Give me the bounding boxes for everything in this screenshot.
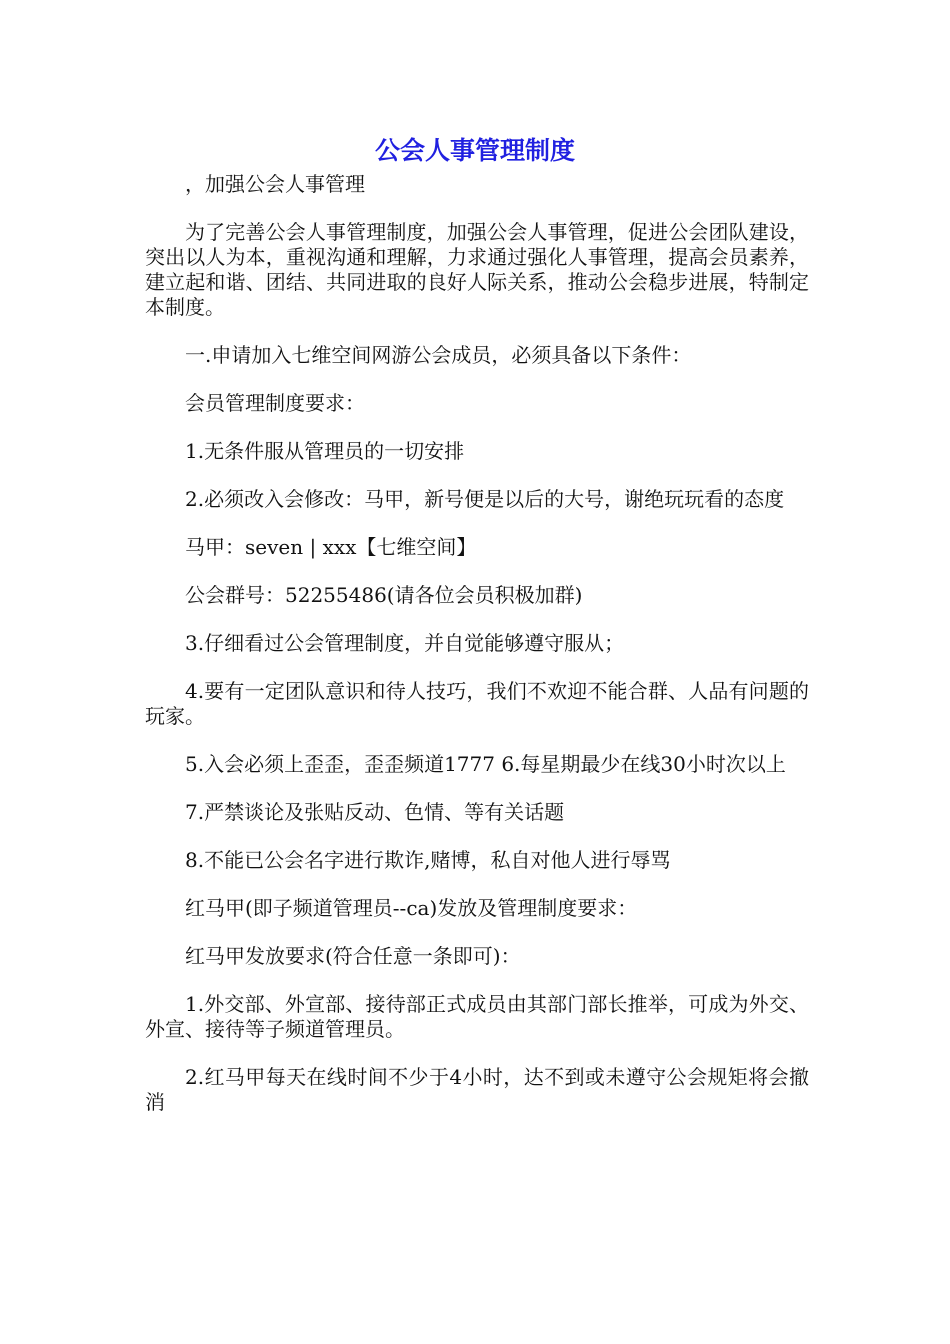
paragraph: 1.无条件服从管理员的一切安排: [185, 439, 465, 463]
paragraph: 红马甲(即子频道管理员--ca)发放及管理制度要求：: [185, 896, 638, 920]
paragraph: 8.不能已公会名字进行欺诈,赌博，私自对他人进行辱骂: [185, 848, 671, 872]
paragraph: 公会群号：52255486(请各位会员积极加群): [185, 583, 583, 607]
paragraph: 会员管理制度要求：: [185, 391, 365, 415]
paragraph: 一.申请加入七维空间网游公会成员，必须具备以下条件：: [185, 343, 692, 367]
document-title: 公会人事管理制度: [374, 136, 575, 165]
paragraph: 1.外交部、外宣部、接待部正式成员由其部门部长推举，可成为外交、外宣、接待等子频道管理员。: [145, 992, 809, 1041]
paragraph: 3.仔细看过公会管理制度，并自觉能够遵守服从；: [185, 631, 625, 655]
paragraph: 红马甲发放要求(符合任意一条即可)：: [185, 944, 521, 968]
paragraph: ，加强公会人事管理: [185, 172, 365, 196]
paragraph: 5.入会必须上歪歪，歪歪频道1777 6.每星期最少在线30小时次以上: [185, 752, 786, 776]
paragraph: 2.红马甲每天在线时间不少于4小时，达不到或未遵守公会规矩将会撤消: [145, 1065, 809, 1114]
paragraph: 4.要有一定团队意识和待人技巧，我们不欢迎不能合群、人品有问题的玩家。: [145, 679, 809, 728]
paragraph: 马甲：seven | xxx【七维空间】: [185, 535, 477, 559]
paragraph: 为了完善公会人事管理制度，加强公会人事管理，促进公会团队建设，突出以人为本，重视沟通和理解，力求通过强化人事管理，提高会员素养，建立起和谐、团结、共同进取的良好人际关系，推动公会稳步进展，特制定本制度。: [145, 220, 809, 319]
paragraph: 7.严禁谈论及张贴反动、色情、等有关话题: [185, 800, 565, 824]
paragraph: 2.必须改入会修改：马甲，新号便是以后的大号，谢绝玩玩看的态度: [185, 487, 785, 511]
document-body: [145, 172, 809, 1138]
